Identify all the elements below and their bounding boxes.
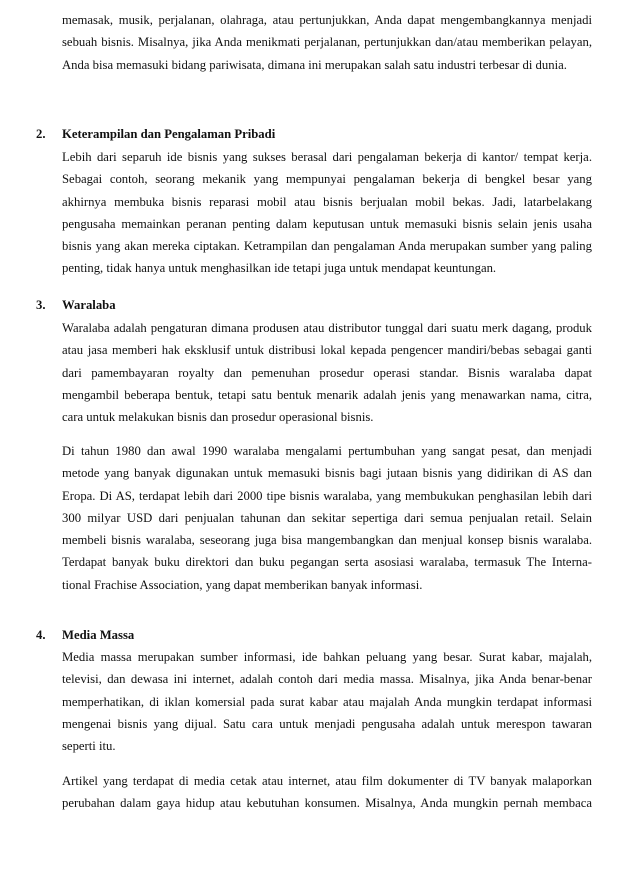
paragraph-line: pengusaha memainkan peranan penting dalam keputusan untuk memasuki bisnis selain jenis usaha <box>62 216 592 231</box>
paragraph-line: akhirnya membuka bisnis reparasi mobil atau bisnis berjualan mobil bekas. Jadi, latarbelakang <box>62 194 592 209</box>
paragraph-line: tional Frachise Association, yang dapat memberikan banyak informasi. <box>62 577 423 592</box>
paragraph-line: bisnis yang akan mereka ciptakan. Ketrampilan dan pengalaman Anda merupakan sumber yang paling <box>62 239 592 254</box>
section-heading-4 <box>36 626 134 644</box>
section-number: 3. <box>36 298 46 312</box>
section-title: Media Massa <box>62 628 135 642</box>
section-title: Keterampilan dan Pengalaman Pribadi <box>62 127 276 141</box>
section-4-paragraph-1 <box>62 646 592 757</box>
paragraph-line: sebuah bisnis. Misalnya, jika Anda menikmati perjalanan, pertunjukkan dan/atau memberikan pelayan, <box>62 35 592 50</box>
paragraph-line: memperhatikan, di iklan komersial pada surat kabar atau majalah Anda mungkin terdapat informasi <box>62 694 592 709</box>
section-4-paragraph-2 <box>62 770 592 815</box>
section-number: 2. <box>36 127 46 141</box>
paragraph-line: atau jasa memberi hak eksklusif untuk distribusi lokal kepada pengencer mandiri/bebas sebagai ganti <box>62 343 592 358</box>
paragraph-line: televisi, dan dewasa ini internet, adalah contoh dari media massa. Misalnya, jika Anda benar-benar <box>62 672 592 687</box>
paragraph-line: Media massa merupakan sumber informasi, ide bahkan peluang yang besar. Surat kabar, majalah, <box>62 650 592 664</box>
paragraph-line: Waralaba adalah pengaturan dimana produsen atau distributor tunggal dari suatu merk dagang, produk <box>62 321 592 335</box>
intro-paragraph <box>62 9 592 76</box>
paragraph-line: 300 milyar USD dari penjualan tahunan dan sekitar sepertiga dari semua penjualan retail. Selain <box>62 510 592 525</box>
paragraph-line: penting, tidak hanya untuk menghasilkan ide tetapi juga untuk mendapat keuntungan. <box>62 261 497 276</box>
paragraph-line: Lebih dari separuh ide bisnis yang sukses berasal dari pengalaman bekerja di kantor/ tempat kerja. <box>62 150 592 164</box>
section-heading-3 <box>36 296 116 314</box>
section-heading-2 <box>36 125 275 143</box>
paragraph-line: Sebagai contoh, seorang mekanik yang mempunyai pengalaman bekerja di bengkel besar yang <box>62 172 592 187</box>
paragraph-line: seperti itu. <box>62 739 116 754</box>
section-2-paragraph-1 <box>62 146 592 280</box>
paragraph-line: Terdapat banyak buku direktori dan buku pegangan serta asosiasi waralaba, termasuk The Interna- <box>62 555 592 570</box>
paragraph-line: membeli bisnis waralaba, seseorang juga bisa mangembangkan dan menjual konsep bisnis waralaba. <box>62 533 592 548</box>
paragraph-line: dari pamembayaran royalty dan pemenuhan prosedur operasi standar. Bisnis waralaba dapat <box>62 365 592 380</box>
section-title: Waralaba <box>62 298 116 312</box>
paragraph-line: cara untuk melakukan bisnis dan prosedur operasional bisnis. <box>62 410 374 425</box>
paragraph-line: memasak, musik, perjalanan, olahraga, atau pertunjukkan, Anda dapat mengembangkannya menjadi <box>62 13 592 27</box>
section-3-paragraph-2 <box>62 440 592 596</box>
paragraph-line: Di tahun 1980 dan awal 1990 waralaba mengalami pertumbuhan yang sangat pesat, dan menjadi <box>62 444 592 458</box>
paragraph-line: Artikel yang terdapat di media cetak atau internet, atau film dokumenter di TV banyak malaporkan <box>62 774 592 788</box>
paragraph-line: metode yang banyak digunakan untuk memasuki bisnis bagi jutaan bisnis yang didirikan di AS dan <box>62 466 592 481</box>
paragraph-line: mengambil beberapa bentuk, tetapi satu bentuk menarik adalah jenis yang menawarkan nama, citra, <box>62 387 592 402</box>
paragraph-line: perubahan dalam gaya hidup atau kebutuhan konsumen. Misalnya, Anda mungkin pernah membaca <box>62 796 592 811</box>
section-number: 4. <box>36 628 46 642</box>
section-3-paragraph-1 <box>62 317 592 428</box>
paragraph-line: Anda bisa memasuki bidang pariwisata, dimana ini merupakan salah satu industri terbesar di dunia. <box>62 57 567 72</box>
paragraph-line: mengenai bisnis yang dijual. Satu cara untuk menjadi pengusaha adalah untuk merespon tawaran <box>62 716 592 731</box>
paragraph-line: Eropa. Di AS, terdapat lebih dari 2000 tipe bisnis waralaba, yang membukukan penghasilan lebih dari <box>62 488 592 503</box>
